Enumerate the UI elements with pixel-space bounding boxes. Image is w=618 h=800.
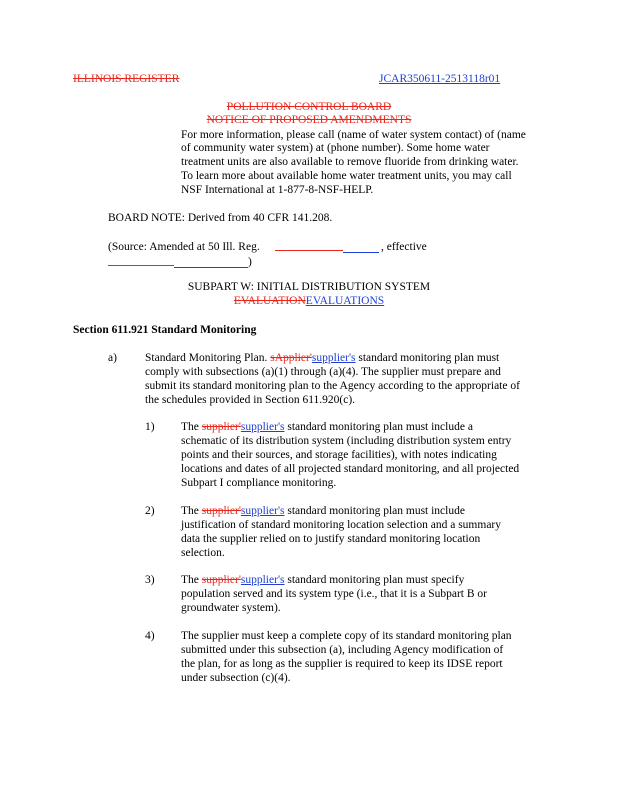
item-label: 4) [145, 630, 155, 642]
notice-title: NOTICE OF PROPOSED AMENDMENTS [206, 114, 412, 126]
board-note: BOARD NOTE: Derived from 40 CFR 141.208. [108, 212, 333, 224]
section-heading: Section 611.921 Standard Monitoring [73, 324, 257, 336]
effective-deleted-blank [108, 265, 174, 266]
source-effective: , effective [381, 241, 427, 253]
document-id: JCAR350611-2513118r01 [379, 73, 501, 85]
item-inserted: supplier's [240, 574, 285, 586]
para-a-inserted: supplier's [311, 352, 356, 364]
item-inserted: supplier's [240, 505, 285, 517]
item-deleted: supplier' [201, 505, 241, 517]
para-a-line: submit its standard monitoring plan to the Agency according to the appropriate of [145, 380, 520, 392]
item-line: points and their sources, and storage facilities), with notes indicating [181, 449, 497, 461]
para-a-label: a) [108, 352, 117, 364]
item-first-line [181, 420, 473, 434]
register-header: ILLINOIS REGISTER [73, 73, 180, 85]
item-pre: The [181, 574, 199, 586]
item-line: groundwater system). [181, 602, 281, 614]
para-a-line: comply with subsections (a)(1) through (a)(4). The supplier must prepare and [145, 366, 501, 378]
para-a-line [145, 351, 499, 365]
item-pre: The [181, 505, 199, 517]
subpart-inserted: EVALUATIONS [305, 295, 385, 307]
item-line: selection. [181, 547, 225, 559]
subpart-heading: SUBPART W: INITIAL DISTRIBUTION SYSTEM [187, 281, 431, 293]
item-first-line [181, 573, 464, 587]
source-inserted-blank [343, 252, 379, 253]
item-deleted: supplier' [201, 574, 241, 586]
board-title: POLLUTION CONTROL BOARD [226, 101, 392, 113]
item-first-line: The supplier must keep a complete copy of its standard monitoring plan [181, 630, 512, 642]
item-line: submitted under this subsection (a), including Agency modification of [181, 644, 504, 656]
item-post: standard monitoring plan must specify [287, 574, 465, 586]
item-line: Subpart I compliance monitoring. [181, 477, 337, 489]
item-deleted: supplier' [201, 421, 241, 433]
item-label: 3) [145, 574, 155, 586]
info-line: treatment units are also available to remove fluoride from drinking water. [181, 156, 519, 168]
item-pre: The [181, 421, 199, 433]
item-line: schematic of its distribution system (including distribution system entry [181, 435, 512, 447]
subpart-evaluation [0, 294, 618, 308]
para-a-line: the schedules provided in Section 611.920(c). [145, 394, 356, 406]
item-line: under subsection (c)(4). [181, 672, 291, 684]
item-line: justification of standard monitoring location selection and a summary [181, 519, 502, 531]
item-line: data the supplier relied on to justify standard monitoring location [181, 533, 481, 545]
effective-inserted-blank [174, 267, 248, 268]
item-post: standard monitoring plan must include [287, 505, 465, 517]
info-line: To learn more about available home water treatment units, you may call [181, 170, 512, 182]
item-inserted: supplier's [240, 421, 285, 433]
para-a-pre: Standard Monitoring Plan. [145, 352, 268, 364]
info-line: of community water system) at (phone number). Some home water [181, 142, 490, 154]
para-a-post: standard monitoring plan must [358, 352, 500, 364]
source-deleted-blank [275, 250, 343, 251]
item-post: standard monitoring plan must include a [287, 421, 473, 433]
source-prefix: (Source: Amended at 50 Ill. Reg. [108, 241, 260, 253]
info-line: NSF International at 1-877-8-NSF-HELP. [181, 184, 374, 196]
item-first-line [181, 504, 465, 518]
item-label: 2) [145, 505, 155, 517]
source-close: ) [248, 256, 252, 268]
subpart-deleted: EVALUATION [233, 295, 306, 307]
item-line: the plan, for as long as the supplier is required to keep its IDSE report [181, 658, 503, 670]
item-label: 1) [145, 421, 155, 433]
item-line: locations and dates of all projected standard monitoring, and all projected [181, 463, 520, 475]
item-line: population served and its system type (i.e., that it is a Subpart B or [181, 588, 487, 600]
info-line: For more information, please call (name of water system contact) of (name [181, 129, 526, 141]
para-a-deleted: sApplier' [270, 352, 312, 364]
